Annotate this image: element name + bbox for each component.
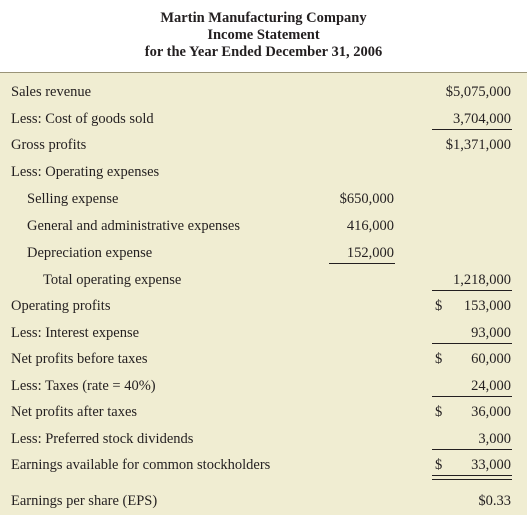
row-eps [0,491,527,511]
row-label: Net profits before taxes [11,351,148,367]
row-label: Less: Operating expenses [11,164,160,180]
row-gross-profits [0,135,527,155]
row-preferred-dividends [0,429,527,449]
row-amount: 153,000 [463,298,511,314]
row-amount: 24,000 [471,378,511,394]
row-amount: 36,000 [471,404,511,420]
row-taxes [0,376,527,396]
preferred-underline [432,449,512,450]
row-label: Operating profits [11,298,111,314]
row-total-operating-expense [0,270,527,290]
row-amount: 93,000 [471,325,511,341]
row-interest-expense [0,323,527,343]
row-label: Earnings per share (EPS) [11,493,158,509]
row-label: Gross profits [11,137,87,153]
row-earnings-available-common [0,455,527,475]
row-depreciation [0,243,527,263]
currency-sign: $ [435,404,443,420]
row-cogs [0,109,527,129]
cogs-underline [432,129,512,130]
interest-underline [432,343,512,344]
row-general-admin [0,216,527,236]
row-label: Less: Cost of goods sold [11,111,154,127]
row-amount: $0.33 [478,493,511,509]
row-label: Selling expense [27,191,119,207]
row-amount: 1,218,000 [453,272,511,288]
row-operating-profits [0,296,527,316]
total-opex-underline [432,290,512,291]
row-amount: 60,000 [471,351,511,367]
row-label: Less: Taxes (rate = 40%) [11,378,156,394]
earnings-double-underline [432,475,512,480]
currency-sign: $ [435,351,443,367]
statement-body [0,73,527,515]
row-amount: $1,371,000 [445,137,511,153]
row-net-profits-after-taxes [0,402,527,422]
row-label: Less: Preferred stock dividends [11,431,194,447]
row-label: General and administrative expenses [27,218,240,234]
currency-sign: $ [435,298,443,314]
row-label: Sales revenue [11,84,92,100]
row-selling-expense [0,189,527,209]
row-sales-revenue [0,82,527,102]
row-label: Earnings available for common stockholders [11,457,271,473]
row-amount: 3,704,000 [453,111,511,127]
statement-header [0,0,527,72]
statement-period: for the Year Ended December 31, 2006 [144,44,383,60]
row-label: Total operating expense [43,272,182,288]
row-subamount: $650,000 [339,191,394,207]
row-net-profits-before-taxes [0,349,527,369]
row-label: Net profits after taxes [11,404,138,420]
statement-title: Income Statement [207,27,320,43]
row-amount: $5,075,000 [445,84,511,100]
row-label: Less: Interest expense [11,325,140,341]
row-subamount: 416,000 [346,218,394,234]
row-label: Depreciation expense [27,245,153,261]
row-operating-expenses [0,162,527,182]
row-amount: 33,000 [471,457,511,473]
taxes-underline [432,396,512,397]
row-subamount: 152,000 [346,245,394,261]
currency-sign: $ [435,457,443,473]
company-name: Martin Manufacturing Company [160,10,367,26]
row-amount: 3,000 [478,431,511,447]
depreciation-underline [329,263,395,264]
